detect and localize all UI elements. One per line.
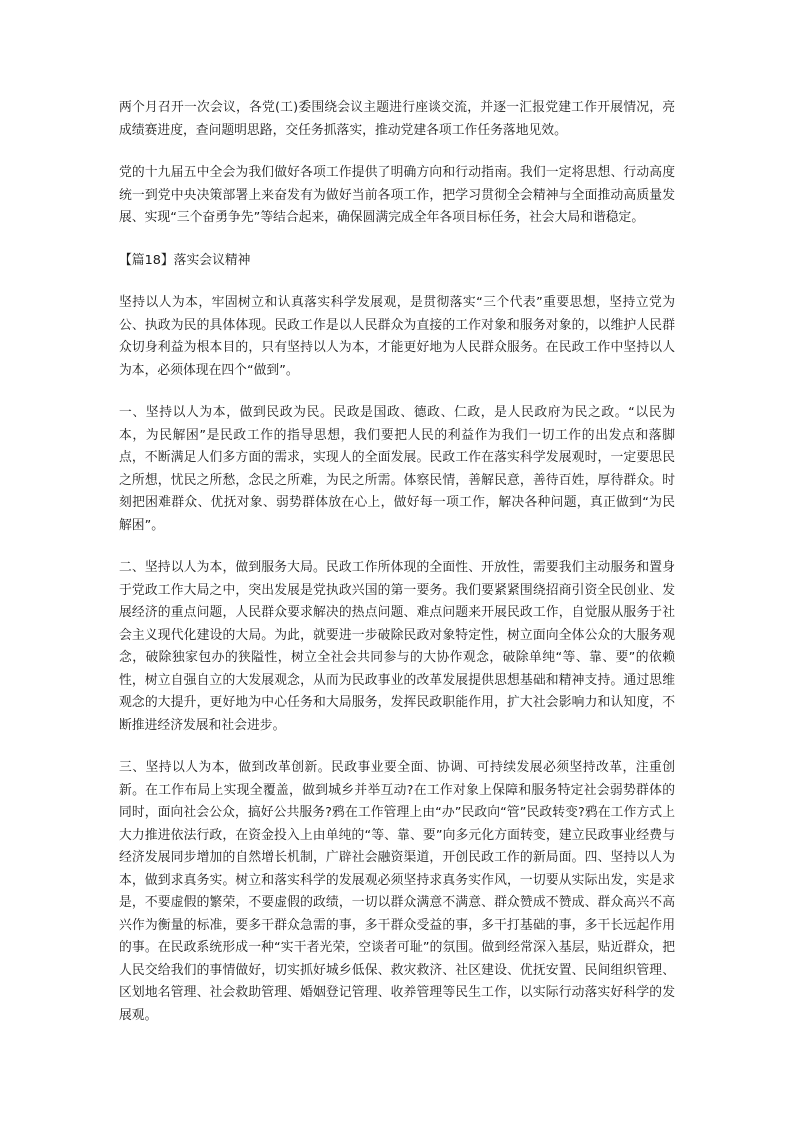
document-body — [119, 97, 675, 1047]
paragraph-people-oriented: 坚持以人为本，牢固树立和认真落实科学发展观，是贯彻落实“三个代表”重要思想，坚持立党为公、执政为民的具体体现。民政工作是以人民群众为直接的工作对象和服务对象的，以维护人民群众切身利益为根本目的，只有坚持以人为本，才能更好地为人民群众服务。在民政工作中坚持以人为本，必须体现在四个“做到”。 — [119, 295, 675, 378]
section-heading: 【篇18】落实会议精神 — [119, 252, 251, 268]
paragraph-plenum: 党的十九届五中全会为我们做好各项工作提供了明确方向和行动指南。我们一定将思想、行动高度统一到党中央决策部署上来奋发有为做好当前各项工作，把学习贯彻全会精神与全面推动高质量发展、实现“三个奋勇争先”等结合起来，确保圆满完成全年各项目标任务，社会大局和谐稳定。 — [119, 165, 675, 225]
paragraph-intro-continuation: 两个月召开一次会议，各党(工)委围绕会议主题进行座谈交流，并逐一汇报党建工作开展情况，亮成绩赛进度，查问题明思路，交任务抓落实，推动党建各项工作任务落地见效。 — [119, 100, 675, 138]
paragraph-point-three-four: 三、坚持以人为本，做到改革创新。民政事业要全面、协调、可持续发展必须坚持改革，注重创新。在工作布局上实现全覆盖，做到城乡并举互动?在工作对象上保障和服务特定社会弱势群体的同时，面向社会公众，搞好公共服务?鸦在工作管理上由“办”民政向“管”民政转变?鸦在工作方式上大力推进依法行政，在资金投入上由单纯的“等、靠、要”向多元化方面转变，建立民政事业经费与经济发展同步增加的自然增长机制，广辟社会融资渠道，开创民政工作的新局面。四、坚持以人为本，做到求真务实。树立和落实科学的发展观必须坚持求真务实作风，一切要从实际出发，实是求是，不要虚假的繁荣，不要虚假的政绩，一切以群众满意不满意、群众赞成不赞成、群众高兴不高兴作为衡量的标准，要多干群众急需的事，多干群众受益的事，多干打基础的事，多干长远起作用的事。在民政系统形成一种“实干者光荣，空谈者可耻”的氛围。做到经常深入基层，贴近群众，把人民交给我们的事情做好，切实抓好城乡低保、救灾救济、社区建设、优抚安置、民间组织管理、区划地名管理、社会救助管理、婚姻登记管理、收养管理等民生工作，以实际行动落实好科学的发展观。 — [119, 760, 675, 1023]
paragraph-point-two: 二、坚持以人为本，做到服务大局。民政工作所体现的全面性、开放性，需要我们主动服务和置身于党政工作大局之中，突出发展是党执政兴国的第一要务。我们要紧紧围绕招商引资全民创业、发展经济的重点问题，人民群众要求解决的热点问题、难点问题来开展民政工作，自觉服从服务于社会主义现代化建设的大局。为此，就要进一步破除民政对象特定性，树立面向全体公众的大服务观念，破除独家包办的狭隘性，树立全社会共同参与的大协作观念，破除单纯“等、靠、要”的依赖性，树立自强自立的大发展观念，从而为民政事业的改革发展提供思想基础和精神支持。通过思维观念的大提升，更好地为中心任务和大局服务，发挥民政职能作用，扩大社会影响力和认知度，不断推进经济发展和社会进步。 — [119, 560, 675, 733]
paragraph-point-one: 一、坚持以人为本，做到民政为民。民政是国政、德政、仁政，是人民政府为民之政。“以民为本，为民解困”是民政工作的指导思想，我们要把人民的利益作为我们一切工作的出发点和落脚点，不断满足人们多方面的需求，实现人的全面发展。民政工作在落实科学发展观时，一定要思民之所想，忧民之所愁，念民之所难，为民之所需。体察民情，善解民意，善待百姓，厚待群众。时刻把困难群众、优抚对象、弱势群体放在心上，做好每一项工作，解决各种问题，真正做到“为民解困”。 — [119, 405, 675, 533]
